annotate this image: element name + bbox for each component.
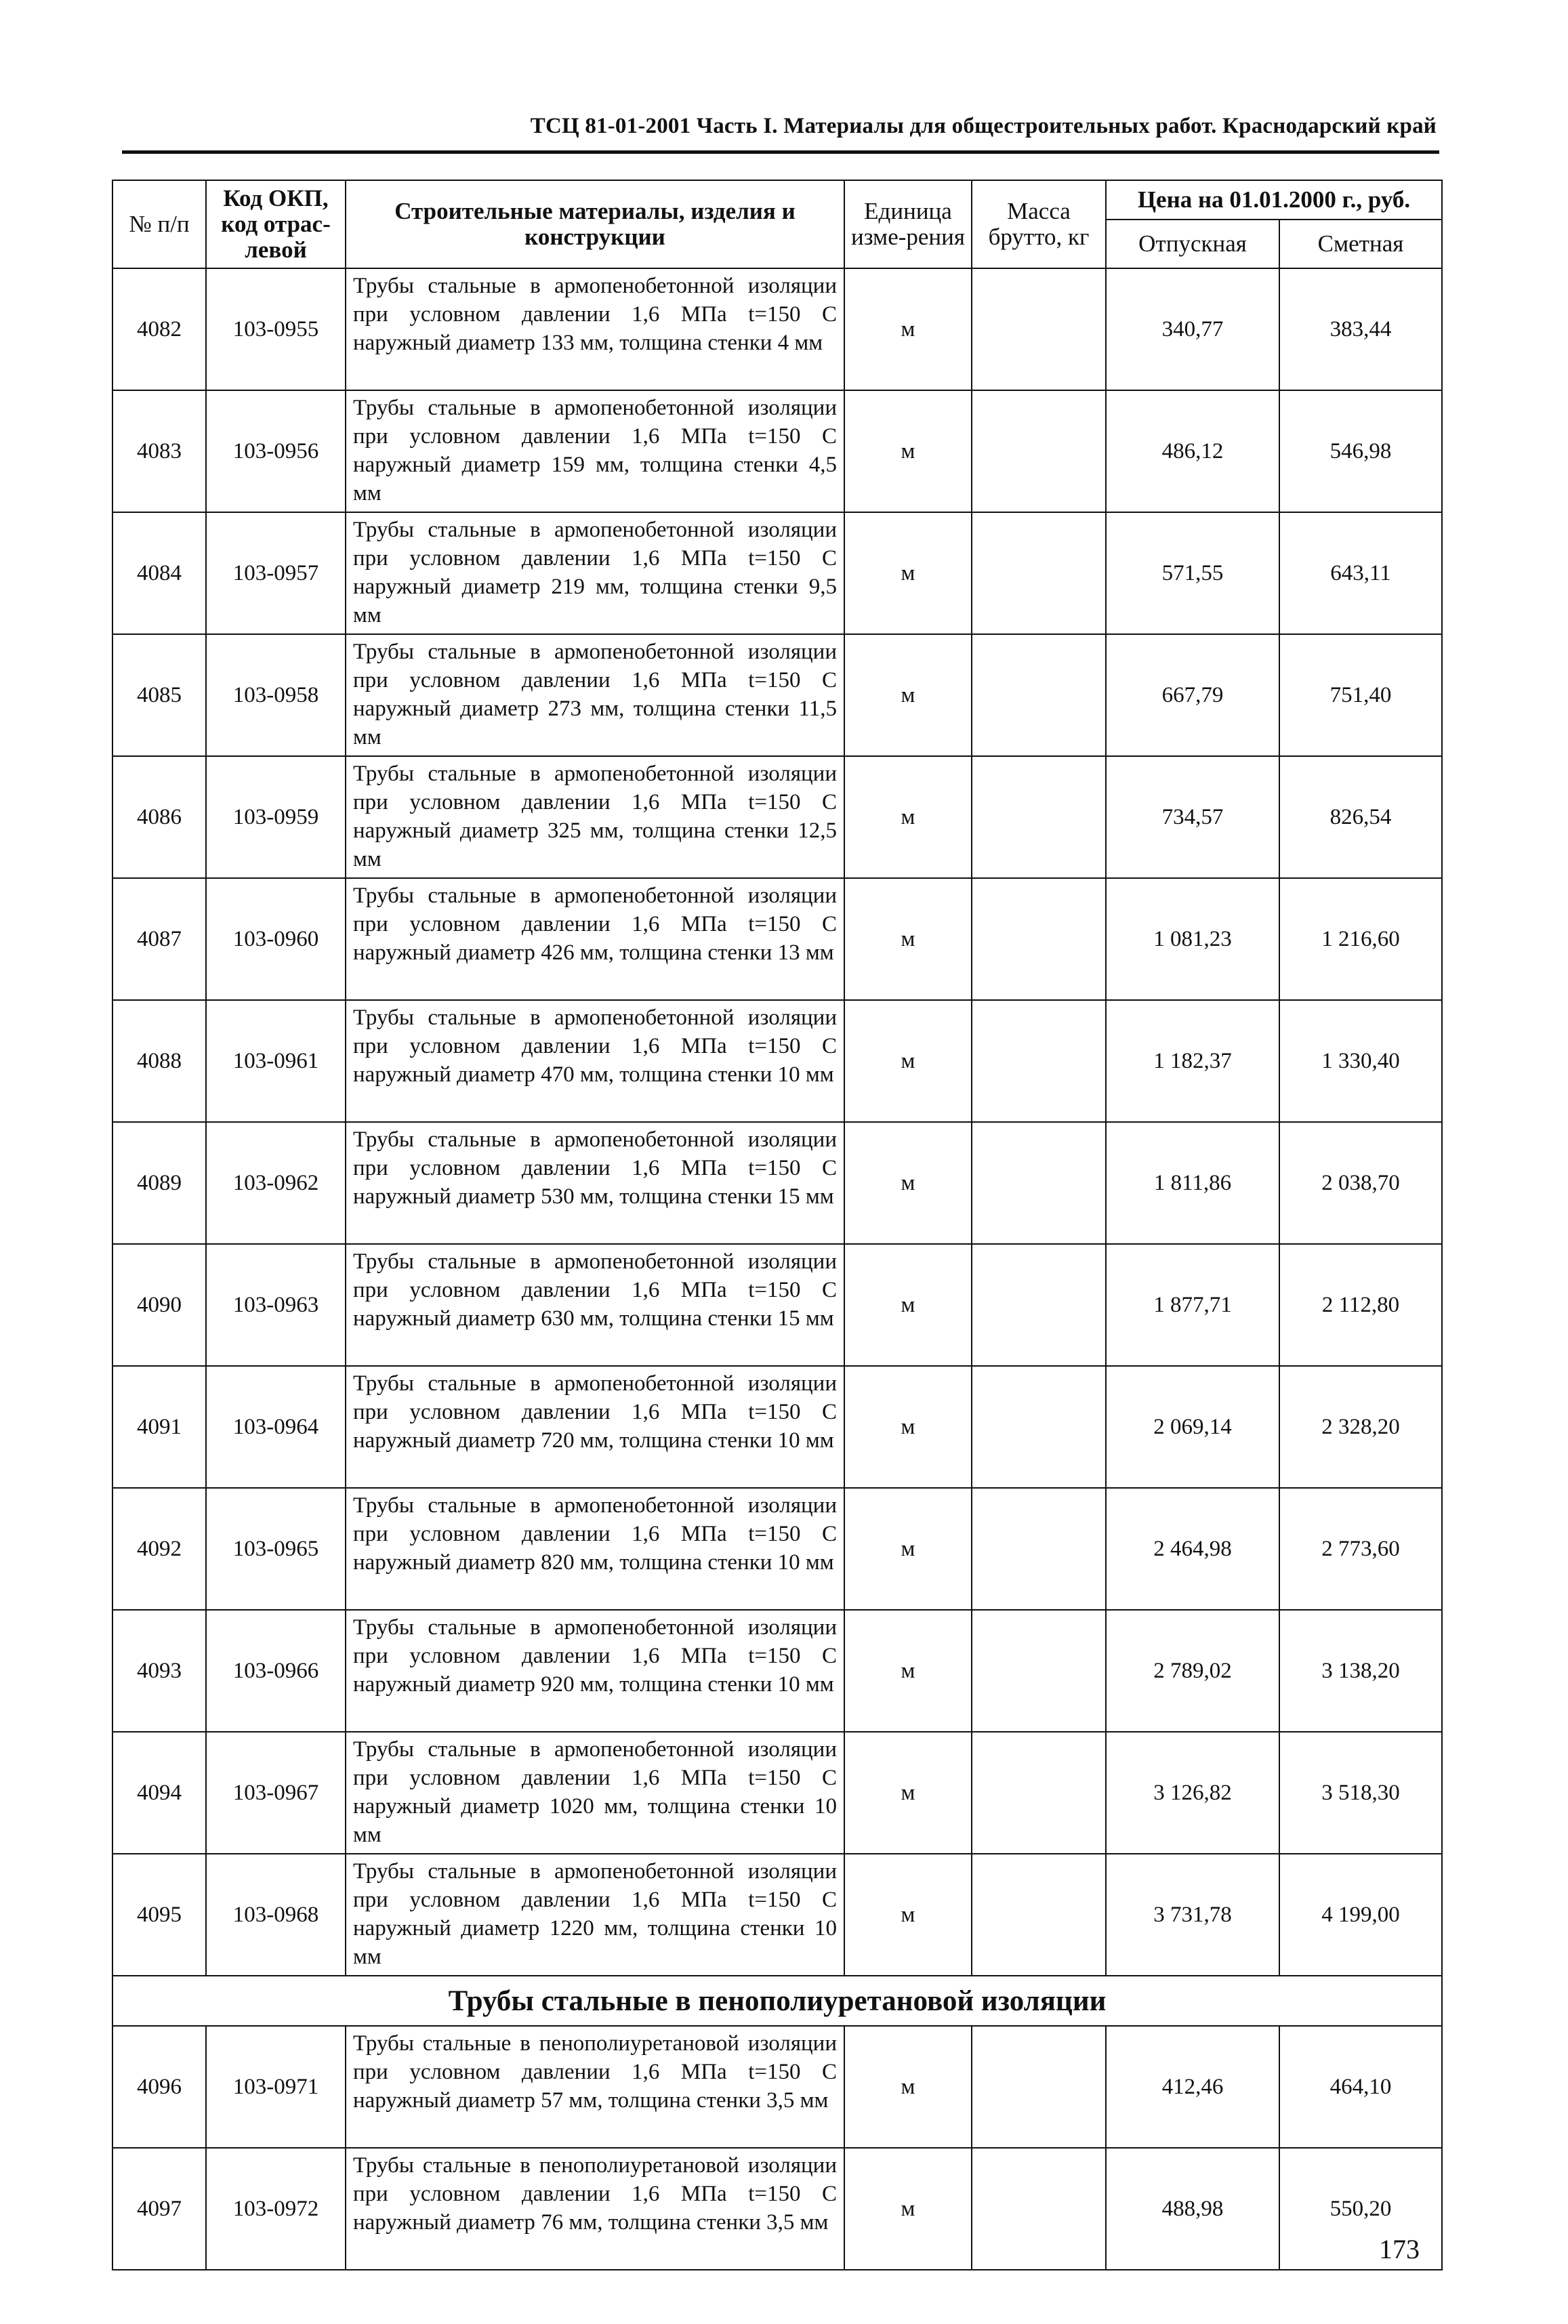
cell-name: Трубы стальные в армопенобетонной изоляции при условном давлении 1,6 МПа t=150 С наружный диаметр 720 мм, толщина стенки 10 мм <box>346 1366 844 1488</box>
page-number: 173 <box>1379 2234 1420 2264</box>
table-row <box>112 634 1442 756</box>
cell-release-price: 2 789,02 <box>1106 1610 1279 1732</box>
cell-unit: м <box>844 2148 972 2270</box>
cell-name: Трубы стальные в пенополиуретановой изоляции при условном давлении 1,6 МПа t=150 С наружный диаметр 57 мм, толщина стенки 3,5 мм <box>346 2026 844 2148</box>
table-row <box>112 1488 1442 1610</box>
cell-release-price: 734,57 <box>1106 756 1279 878</box>
cell-release-price: 486,12 <box>1106 390 1279 512</box>
cell-estimate-price: 826,54 <box>1279 756 1442 878</box>
cell-name: Трубы стальные в армопенобетонной изоляции при условном давлении 1,6 МПа t=150 С наружный диаметр 820 мм, толщина стенки 10 мм <box>346 1488 844 1610</box>
cell-code: 103-0958 <box>206 634 346 756</box>
cell-num: 4089 <box>112 1122 206 1244</box>
table-row <box>112 878 1442 1000</box>
cell-unit: м <box>844 268 972 390</box>
cell-unit: м <box>844 878 972 1000</box>
table-row <box>112 1122 1442 1244</box>
cell-mass <box>972 634 1106 756</box>
cell-mass <box>972 2026 1106 2148</box>
cell-estimate-price: 643,11 <box>1279 512 1442 634</box>
cell-num: 4084 <box>112 512 206 634</box>
cell-estimate-price: 2 773,60 <box>1279 1488 1442 1610</box>
table-row <box>112 2026 1442 2148</box>
cell-release-price: 1 182,37 <box>1106 1000 1279 1122</box>
cell-num: 4087 <box>112 878 206 1000</box>
cell-estimate-price: 2 328,20 <box>1279 1366 1442 1488</box>
cell-num: 4088 <box>112 1000 206 1122</box>
table-row <box>112 1610 1442 1732</box>
cell-num: 4096 <box>112 2026 206 2148</box>
cell-name: Трубы стальные в пенополиуретановой изоляции при условном давлении 1,6 МПа t=150 С наружный диаметр 76 мм, толщина стенки 3,5 мм <box>346 2148 844 2270</box>
cell-release-price: 340,77 <box>1106 268 1279 390</box>
cell-code: 103-0961 <box>206 1000 346 1122</box>
cell-mass <box>972 390 1106 512</box>
cell-name: Трубы стальные в армопенобетонной изоляции при условном давлении 1,6 МПа t=150 С наружный диаметр 470 мм, толщина стенки 10 мм <box>346 1000 844 1122</box>
cell-unit: м <box>844 1122 972 1244</box>
cell-code: 103-0957 <box>206 512 346 634</box>
cell-num: 4086 <box>112 756 206 878</box>
cell-code: 103-0968 <box>206 1854 346 1976</box>
cell-name: Трубы стальные в армопенобетонной изоляции при условном давлении 1,6 МПа t=150 С наружный диаметр 630 мм, толщина стенки 15 мм <box>346 1244 844 1366</box>
cell-estimate-price: 751,40 <box>1279 634 1442 756</box>
col-header-code: Код ОКП, код отрас-левой <box>206 180 346 268</box>
cell-code: 103-0963 <box>206 1244 346 1366</box>
col-header-release: Отпускная <box>1106 220 1279 268</box>
cell-mass <box>972 756 1106 878</box>
cell-estimate-price: 546,98 <box>1279 390 1442 512</box>
cell-estimate-price: 1 216,60 <box>1279 878 1442 1000</box>
cell-num: 4095 <box>112 1854 206 1976</box>
table-row <box>112 1732 1442 1854</box>
cell-unit: м <box>844 634 972 756</box>
col-header-unit: Единица изме-рения <box>844 180 972 268</box>
table-row <box>112 1854 1442 1976</box>
col-header-mass: Масса брутто, кг <box>972 180 1106 268</box>
table-row <box>112 756 1442 878</box>
cell-estimate-price: 3 518,30 <box>1279 1732 1442 1854</box>
cell-code: 103-0962 <box>206 1122 346 1244</box>
table-row <box>112 268 1442 390</box>
cell-name: Трубы стальные в армопенобетонной изоляции при условном давлении 1,6 МПа t=150 С наружный диаметр 1220 мм, толщина стенки 10 мм <box>346 1854 844 1976</box>
page-header: ТСЦ 81-01-2001 Часть I. Материалы для общестроительных работ. Краснодарский край <box>530 114 1437 138</box>
cell-name: Трубы стальные в армопенобетонной изоляции при условном давлении 1,6 МПа t=150 С наружный диаметр 426 мм, толщина стенки 13 мм <box>346 878 844 1000</box>
cell-release-price: 667,79 <box>1106 634 1279 756</box>
table-row <box>112 1244 1442 1366</box>
col-header-estimate: Сметная <box>1279 220 1442 268</box>
cell-num: 4094 <box>112 1732 206 1854</box>
cell-code: 103-0959 <box>206 756 346 878</box>
cell-name: Трубы стальные в армопенобетонной изоляции при условном давлении 1,6 МПа t=150 С наружный диаметр 219 мм, толщина стенки 9,5 мм <box>346 512 844 634</box>
cell-num: 4082 <box>112 268 206 390</box>
table-body <box>112 268 1442 2270</box>
cell-estimate-price: 2 038,70 <box>1279 1122 1442 1244</box>
cell-name: Трубы стальные в армопенобетонной изоляции при условном давлении 1,6 МПа t=150 С наружный диаметр 325 мм, толщина стенки 12,5 мм <box>346 756 844 878</box>
cell-unit: м <box>844 512 972 634</box>
cell-code: 103-0972 <box>206 2148 346 2270</box>
cell-mass <box>972 1854 1106 1976</box>
cell-release-price: 3 126,82 <box>1106 1732 1279 1854</box>
cell-release-price: 2 069,14 <box>1106 1366 1279 1488</box>
cell-release-price: 1 877,71 <box>1106 1244 1279 1366</box>
col-header-name: Строительные материалы, изделия и конструкции <box>346 180 844 268</box>
cell-code: 103-0971 <box>206 2026 346 2148</box>
cell-unit: м <box>844 2026 972 2148</box>
cell-estimate-price: 1 330,40 <box>1279 1000 1442 1122</box>
cell-unit: м <box>844 1732 972 1854</box>
cell-num: 4097 <box>112 2148 206 2270</box>
cell-mass <box>972 2148 1106 2270</box>
cell-release-price: 1 081,23 <box>1106 878 1279 1000</box>
cell-release-price: 488,98 <box>1106 2148 1279 2270</box>
cell-unit: м <box>844 1244 972 1366</box>
cell-estimate-price: 383,44 <box>1279 268 1442 390</box>
cell-code: 103-0966 <box>206 1610 346 1732</box>
cell-code: 103-0967 <box>206 1732 346 1854</box>
price-table <box>112 180 1443 2270</box>
cell-name: Трубы стальные в армопенобетонной изоляции при условном давлении 1,6 МПа t=150 С наружный диаметр 273 мм, толщина стенки 11,5 мм <box>346 634 844 756</box>
cell-mass <box>972 1488 1106 1610</box>
cell-num: 4090 <box>112 1244 206 1366</box>
cell-code: 103-0956 <box>206 390 346 512</box>
cell-release-price: 571,55 <box>1106 512 1279 634</box>
section-row <box>112 1976 1442 2026</box>
cell-name: Трубы стальные в армопенобетонной изоляции при условном давлении 1,6 МПа t=150 С наружный диаметр 133 мм, толщина стенки 4 мм <box>346 268 844 390</box>
cell-code: 103-0964 <box>206 1366 346 1488</box>
cell-estimate-price: 2 112,80 <box>1279 1244 1442 1366</box>
cell-mass <box>972 1122 1106 1244</box>
cell-mass <box>972 878 1106 1000</box>
cell-unit: м <box>844 1610 972 1732</box>
cell-name: Трубы стальные в армопенобетонной изоляции при условном давлении 1,6 МПа t=150 С наружный диаметр 1020 мм, толщина стенки 10 мм <box>346 1732 844 1854</box>
cell-mass <box>972 1732 1106 1854</box>
cell-release-price: 412,46 <box>1106 2026 1279 2148</box>
cell-release-price: 2 464,98 <box>1106 1488 1279 1610</box>
table-row <box>112 512 1442 634</box>
table-row <box>112 390 1442 512</box>
table-row <box>112 2148 1442 2270</box>
cell-mass <box>972 1366 1106 1488</box>
cell-estimate-price: 3 138,20 <box>1279 1610 1442 1732</box>
table-row <box>112 1366 1442 1488</box>
cell-num: 4093 <box>112 1610 206 1732</box>
cell-name: Трубы стальные в армопенобетонной изоляции при условном давлении 1,6 МПа t=150 С наружный диаметр 920 мм, толщина стенки 10 мм <box>346 1610 844 1732</box>
cell-code: 103-0955 <box>206 268 346 390</box>
cell-mass <box>972 1244 1106 1366</box>
cell-mass <box>972 1000 1106 1122</box>
cell-num: 4085 <box>112 634 206 756</box>
cell-estimate-price: 464,10 <box>1279 2026 1442 2148</box>
header-rule <box>122 150 1439 154</box>
cell-name: Трубы стальные в армопенобетонной изоляции при условном давлении 1,6 МПа t=150 С наружный диаметр 530 мм, толщина стенки 15 мм <box>346 1122 844 1244</box>
cell-release-price: 1 811,86 <box>1106 1122 1279 1244</box>
cell-unit: м <box>844 1488 972 1610</box>
cell-release-price: 3 731,78 <box>1106 1854 1279 1976</box>
cell-estimate-price: 4 199,00 <box>1279 1854 1442 1976</box>
cell-mass <box>972 1610 1106 1732</box>
cell-unit: м <box>844 1000 972 1122</box>
cell-unit: м <box>844 390 972 512</box>
col-header-price-group: Цена на 01.01.2000 г., руб. <box>1106 180 1442 220</box>
cell-mass <box>972 512 1106 634</box>
table-row <box>112 1000 1442 1122</box>
col-header-num: № п/п <box>112 180 206 268</box>
cell-name: Трубы стальные в армопенобетонной изоляции при условном давлении 1,6 МПа t=150 С наружный диаметр 159 мм, толщина стенки 4,5 мм <box>346 390 844 512</box>
cell-unit: м <box>844 756 972 878</box>
cell-num: 4091 <box>112 1366 206 1488</box>
cell-code: 103-0960 <box>206 878 346 1000</box>
cell-unit: м <box>844 1854 972 1976</box>
cell-estimate-price: 550,20 <box>1279 2148 1442 2270</box>
section-title: Трубы стальные в пенополиуретановой изоляции <box>112 1976 1442 2026</box>
cell-unit: м <box>844 1366 972 1488</box>
cell-num: 4092 <box>112 1488 206 1610</box>
cell-code: 103-0965 <box>206 1488 346 1610</box>
cell-mass <box>972 268 1106 390</box>
cell-num: 4083 <box>112 390 206 512</box>
